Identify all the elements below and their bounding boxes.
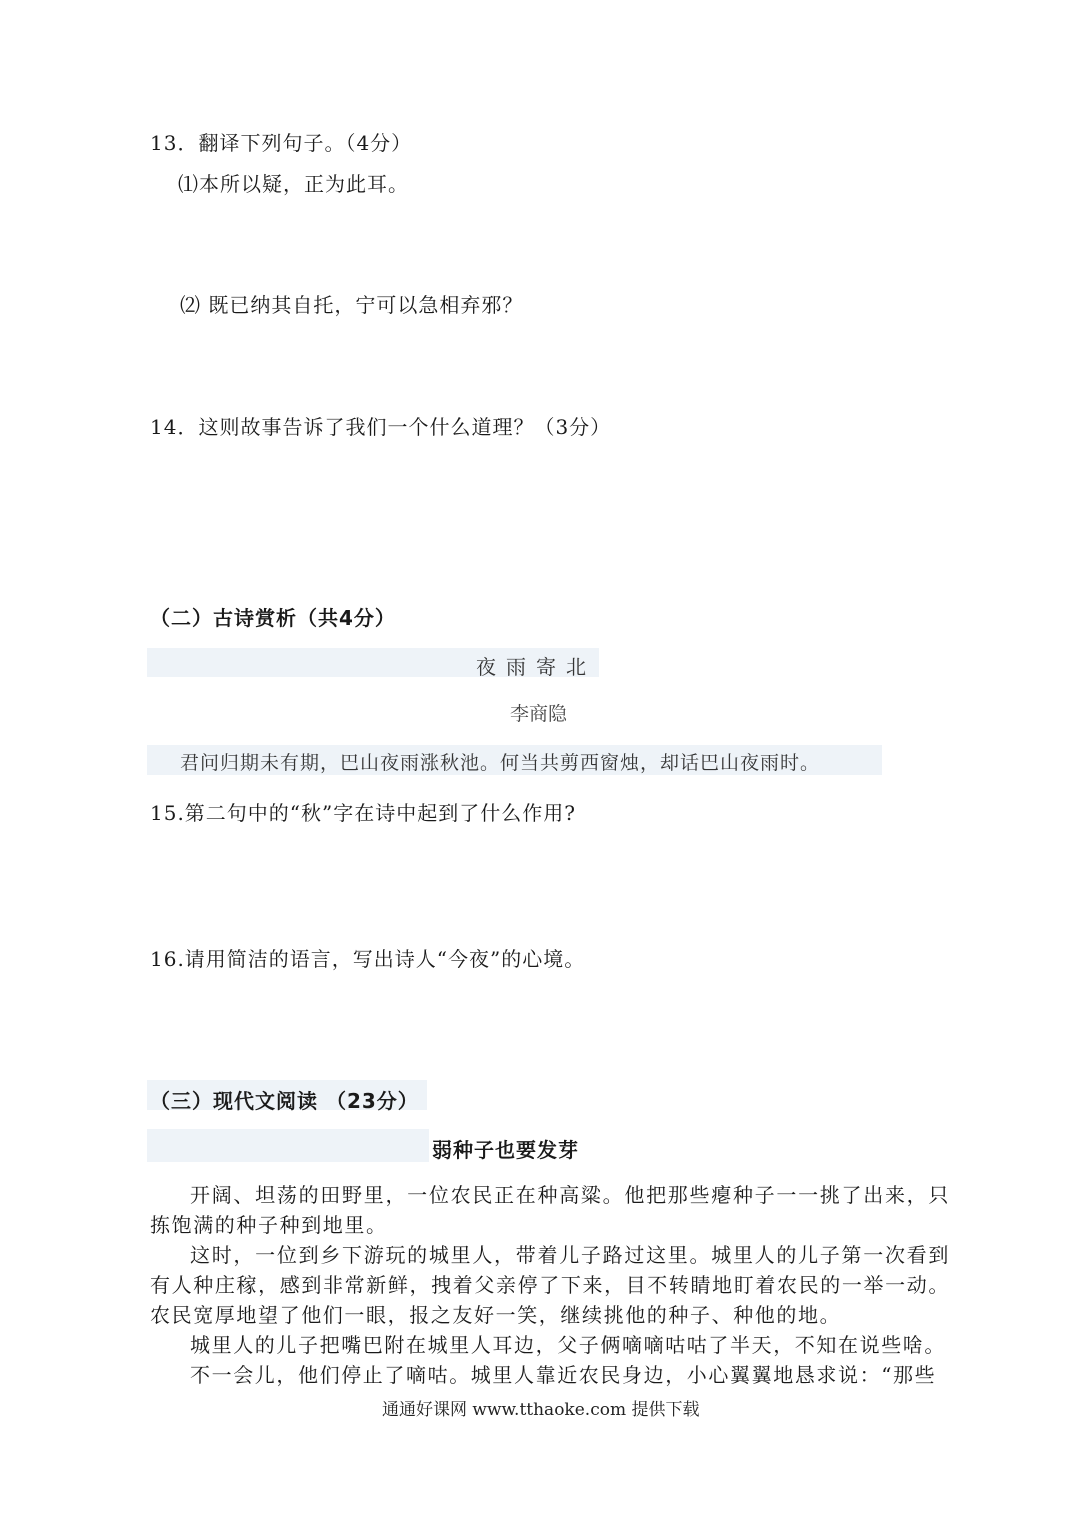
article-paragraph-4: 不一会儿，他们停止了嘀咕。城里人靠近农民身边，小心翼翼地恳求说：“那些: [190, 1363, 937, 1387]
question-13-sentence-1: ⑴本所以疑，正为此耳。: [178, 172, 409, 196]
question-16: 16.请用简洁的语言，写出诗人“今夜”的心境。: [150, 947, 586, 971]
article-title-band: [147, 1129, 429, 1162]
question-14-title: 14．这则故事告诉了我们一个什么道理？（3分）: [150, 415, 612, 439]
section-2-heading: （二）古诗赏析（共4分）: [150, 606, 396, 630]
article-paragraph-1: 开阔、坦荡的田野里，一位农民正在种高粱。他把那些瘪种子一一挑了出来，只拣饱满的种子种到地里。: [150, 1183, 950, 1237]
section-3-heading: （三）现代文阅读 （23分）: [150, 1089, 419, 1113]
article-paragraph-3: 城里人的儿子把嘴巴附在城里人耳边，父子俩嘀嘀咕咕了半天，不知在说些啥。: [190, 1333, 946, 1357]
poem-title: 夜雨寄北: [476, 655, 596, 679]
question-15: 15.第二句中的“秋”字在诗中起到了什么作用?: [150, 801, 576, 825]
question-13-title: 13．翻译下列句子。（4分）: [150, 131, 413, 155]
article-paragraph-2: 这时，一位到乡下游玩的城里人，带着儿子路过这里。城里人的儿子第一次看到有人种庄稼，感到非常新鲜，拽着父亲停了下来，目不转睛地盯着农民的一举一动。农民宽厚地望了他们一眼，报之友好一笑，继续挑他的种子、种他的地。: [150, 1243, 950, 1327]
question-13-sentence-2: ⑵ 既已纳其自托，宁可以急相弃邪？: [180, 293, 524, 317]
article-title: 弱种子也要发芽: [432, 1138, 579, 1162]
poem-author: 李商隐: [510, 703, 568, 725]
poem-text: 君问归期未有期，巴山夜雨涨秋池。何当共剪西窗烛，却话巴山夜雨时。: [180, 752, 821, 774]
footer-text: 通通好课网 www.tthaoke.com 提供下载: [382, 1400, 700, 1420]
